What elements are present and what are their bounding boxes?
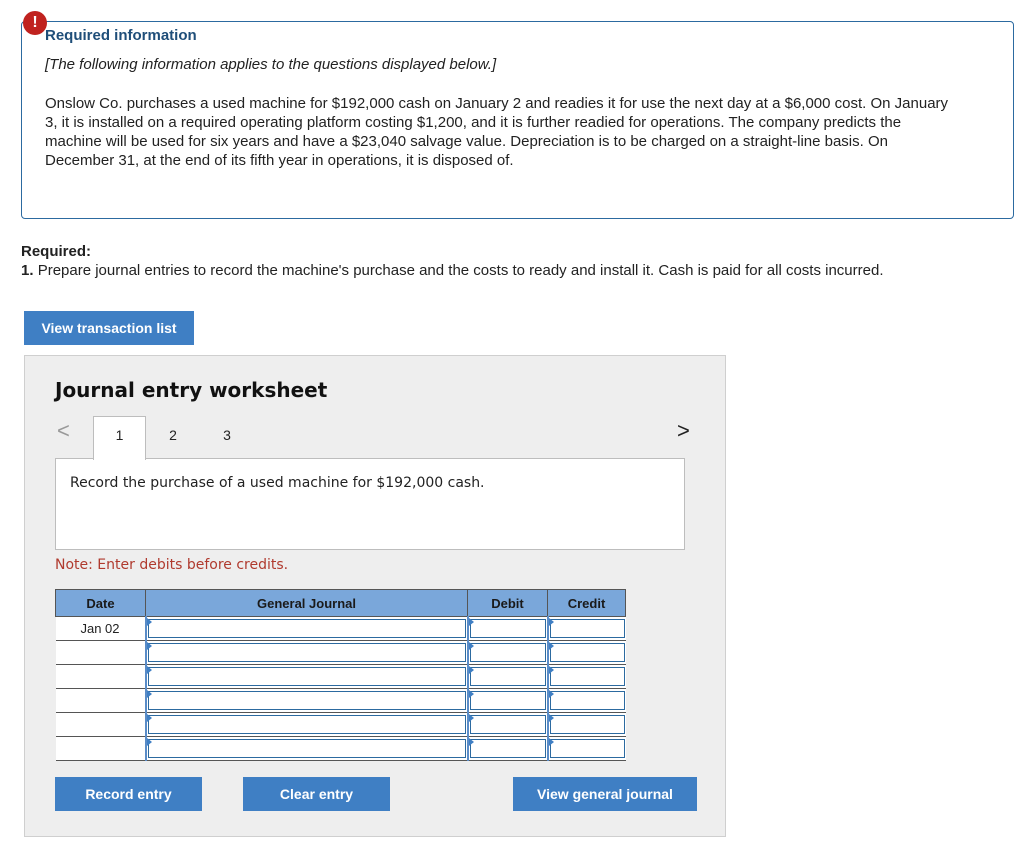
date-cell (56, 689, 146, 713)
table-header-row (56, 590, 626, 617)
worksheet-title: Journal entry worksheet (55, 378, 328, 402)
credit-input[interactable] (548, 641, 626, 665)
date-header: Date (56, 590, 146, 617)
table-row (56, 665, 626, 689)
date-cell: Jan 02 (56, 617, 146, 641)
entry-note: Note: Enter debits before credits. (55, 557, 289, 573)
journal-entry-worksheet (24, 355, 726, 837)
view-transaction-list-button[interactable]: View transaction list (24, 311, 194, 345)
view-general-journal-button[interactable]: View general journal (513, 777, 697, 811)
info-body: Onslow Co. purchases a used machine for $192,000 cash on January 2 and readies it for use the next day at a $6,000 cost. On January 3, it is installed on a required operating platform costing $1,200, and it is further readied for operations. The company predicts the machine will be used for six years and have a $23,040 salvage value. Depreciation is to be charged on a straight-line basis. On December 31, at the end of its fifth year in operations, it is disposed of. (45, 95, 949, 169)
info-subtitle: [The following information applies to the questions displayed below.] (45, 56, 497, 73)
table-row (56, 617, 626, 641)
next-arrow-icon[interactable]: > (677, 418, 690, 443)
account-input[interactable] (146, 737, 468, 761)
debit-input[interactable] (468, 689, 548, 713)
table-row (56, 713, 626, 737)
general-journal-header: General Journal (146, 590, 468, 617)
table-row (56, 737, 626, 761)
credit-header: Credit (548, 590, 626, 617)
account-input[interactable] (146, 617, 468, 641)
debit-input[interactable] (468, 713, 548, 737)
alert-icon: ! (23, 11, 47, 35)
tab-3[interactable]: 3 (223, 427, 231, 443)
required-question (21, 262, 884, 279)
prev-arrow-icon[interactable]: < (57, 418, 70, 443)
question-number: 1. (21, 262, 34, 279)
question-text: Prepare journal entries to record the machine's purchase and the costs to ready and install it. Cash is paid for all costs incurred. (37, 262, 884, 279)
transaction-description-box (55, 458, 685, 550)
account-input[interactable] (146, 713, 468, 737)
date-cell (56, 737, 146, 761)
credit-input[interactable] (548, 665, 626, 689)
account-input[interactable] (146, 665, 468, 689)
transaction-description: Record the purchase of a used machine for $192,000 cash. (70, 475, 485, 491)
credit-input[interactable] (548, 689, 626, 713)
account-input[interactable] (146, 641, 468, 665)
credit-input[interactable] (548, 737, 626, 761)
clear-entry-button[interactable]: Clear entry (243, 777, 390, 811)
date-cell (56, 665, 146, 689)
debit-input[interactable] (468, 641, 548, 665)
debit-input[interactable] (468, 665, 548, 689)
table-row (56, 641, 626, 665)
date-cell (56, 713, 146, 737)
credit-input[interactable] (548, 713, 626, 737)
journal-table (55, 589, 626, 761)
debit-input[interactable] (468, 617, 548, 641)
debit-input[interactable] (468, 737, 548, 761)
credit-input[interactable] (548, 617, 626, 641)
tab-2[interactable]: 2 (169, 427, 177, 443)
required-label: Required: (21, 243, 92, 260)
debit-header: Debit (468, 590, 548, 617)
table-row (56, 689, 626, 713)
date-cell (56, 641, 146, 665)
tab-1[interactable]: 1 (93, 416, 146, 460)
record-entry-button[interactable]: Record entry (55, 777, 202, 811)
account-input[interactable] (146, 689, 468, 713)
info-title: Required information (45, 27, 197, 44)
